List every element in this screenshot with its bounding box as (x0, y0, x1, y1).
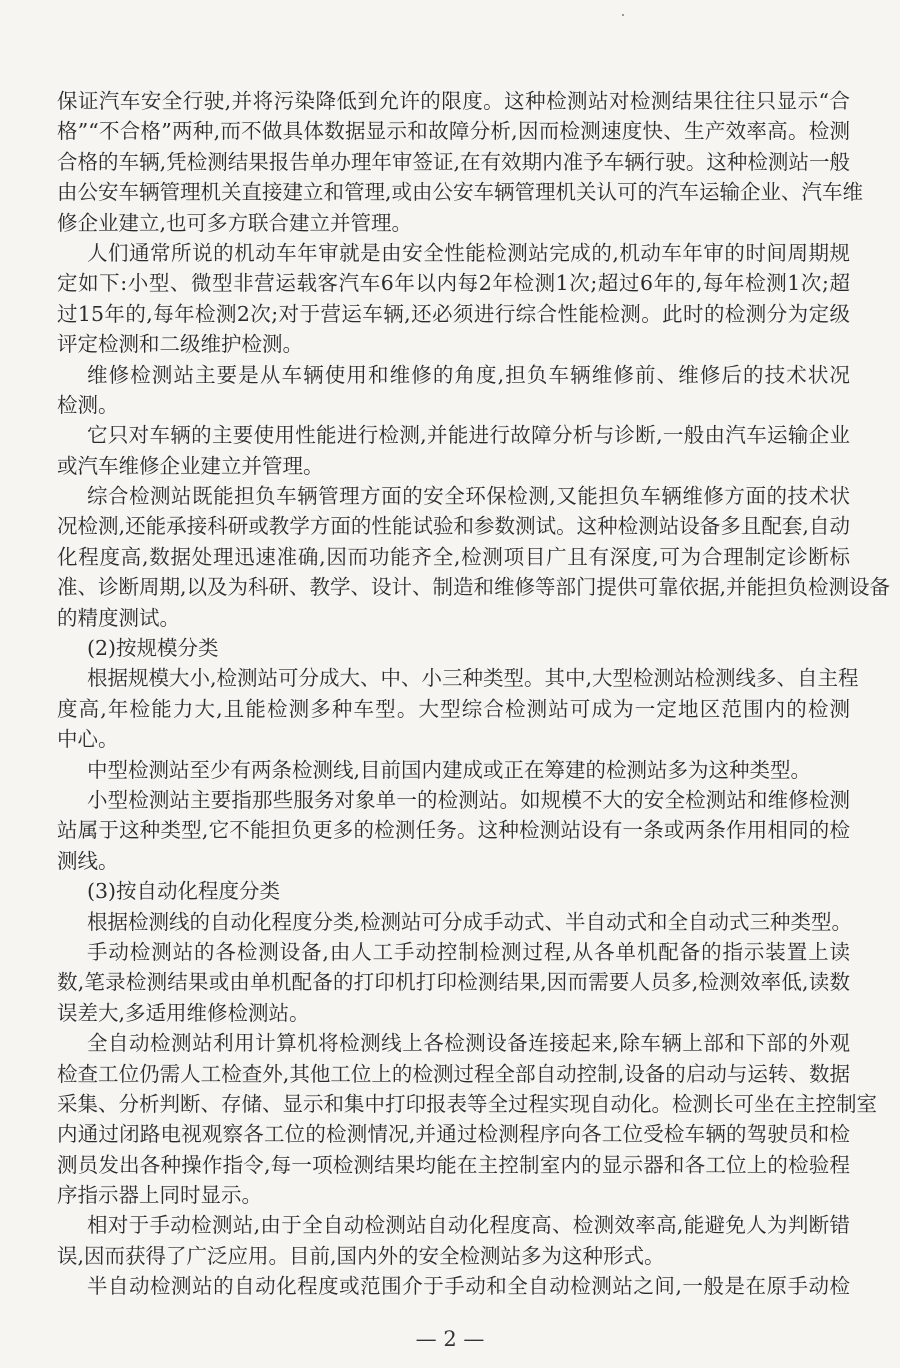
text-line: 由公安车辆管理机关直接建立和管理,或由公安车辆管理机关认可的汽车运输企业、汽车维 (57, 180, 864, 205)
paragraph (57, 86, 864, 238)
text-line: 定如下:小型、微型非营运载客汽车6年以内每2年检测1次;超过6年的,每年检测1次;超 (57, 271, 850, 296)
text-line: 站属于这种类型,它不能担负更多的检测任务。这种检测站设有一条或两条作用相同的检 (57, 818, 850, 843)
text-line: 合格的车辆,凭检测结果报告单办理年审签证,在有效期内准予车辆行驶。这种检测站一般 (57, 149, 850, 174)
text-line: 格”“不合格”两种,而不做具体数据显示和故障分析,因而检测速度快、生产效率高。检测 (57, 119, 850, 144)
paragraph (57, 1028, 877, 1210)
text-line: 的精度测试。 (57, 605, 180, 630)
text-line: 序指示器上同时显示。 (57, 1183, 262, 1208)
paragraph (57, 907, 853, 937)
text-line: 根据检测线的自动化程度分类,检测站可分成手动式、半自动式和全自动式三种类型。 (87, 909, 853, 934)
text-line: 测线。 (57, 848, 119, 873)
scan-speck (622, 14, 624, 16)
heading-text: (3)按自动化程度分类 (87, 879, 281, 904)
text-line: 评定检测和二级维护检测。 (57, 332, 303, 357)
text-line: 相对于手动检测站,由于全自动检测站自动化程度高、检测效率高,能避免人为判断错 (87, 1213, 850, 1238)
text-line: 手动检测站的各检测设备,由人工手动控制检测过程,从各单机配备的指示装置上读 (87, 939, 850, 964)
text-line: 中型检测站至少有两条检测线,目前国内建成或正在筹建的检测站多为这种类型。 (87, 757, 812, 782)
text-line: 小型检测站主要指那些服务对象单一的检测站。如规模不大的安全检测站和维修检测 (87, 787, 850, 812)
text-line: 修企业建立,也可多方联合建立并管理。 (57, 210, 413, 235)
text-line: 况检测,还能承接科研或教学方面的性能试验和参数测试。这种检测站设备多且配套,自动 (57, 514, 850, 539)
text-line: 根据规模大小,检测站可分成大、中、小三种类型。其中,大型检测站检测线多、自主程 (87, 666, 859, 691)
text-line: 检测。 (57, 392, 119, 417)
text-line: 内通过闭路电视观察各工位的检测情况,并通过检测程序向各工位受检车辆的驾驶员和检 (57, 1122, 850, 1147)
text-line: 保证汽车安全行驶,并将污染降低到允许的限度。这种检测站对检测结果往往只显示“合 (57, 89, 850, 113)
text-line: 采集、分析判断、存储、显示和集中打印报表等全过程实现自动化。检测长可坐在主控制室 (57, 1091, 877, 1116)
paragraph (57, 755, 850, 785)
paragraph (57, 937, 850, 1028)
paragraph (57, 1271, 850, 1301)
section-heading (57, 633, 850, 663)
text-line: 数,笔录检测结果或由单机配备的打印机打印检测结果,因而需要人员多,检测效率低,读数 (57, 970, 850, 995)
paragraph (57, 238, 850, 360)
text-line: 过15年的,每年检测2次;对于营运车辆,还必须进行综合性能检测。此时的检测分为定级 (57, 301, 850, 326)
text-line: 全自动检测站利用计算机将检测线上各检测设备连接起来,除车辆上部和下部的外观 (87, 1031, 850, 1056)
section-heading (57, 876, 850, 906)
paragraph (57, 785, 850, 876)
text-line: 人们通常所说的机动车年审就是由安全性能检测站完成的,机动车年审的时间周期规 (87, 240, 850, 265)
paragraph (57, 420, 850, 481)
paragraph (57, 481, 891, 633)
text-line: 检查工位仍需人工检查外,其他工位上的检测过程全部自动控制,设备的启动与运转、数据 (57, 1061, 850, 1086)
text-line: 中心。 (57, 727, 119, 752)
text-line: 维修检测站主要是从车辆使用和维修的角度,担负车辆维修前、维修后的技术状况 (87, 362, 850, 387)
text-line: 度高,年检能力大,且能检测多种车型。大型综合检测站可成为一定地区范围内的检测 (57, 696, 850, 721)
text-line: 测员发出各种操作指令,每一项检测结果均能在主控制室内的显示器和各工位上的检验程 (57, 1152, 850, 1177)
text-line: 或汽车维修企业建立并管理。 (57, 453, 324, 478)
text-line: 化程度高,数据处理迅速准确,因而功能齐全,检测项目广且有深度,可为合理制定诊断标 (57, 544, 850, 569)
page-body (57, 86, 891, 1302)
text-line: 半自动检测站的自动化程度或范围介于手动和全自动检测站之间,一般是在原手动检 (87, 1274, 850, 1299)
paragraph (57, 1210, 850, 1271)
text-line: 准、诊断周期,以及为科研、教学、设计、制造和维修等部门提供可靠依据,并能担负检测设备 (57, 575, 891, 600)
text-line: 综合检测站既能担负车辆管理方面的安全环保检测,又能担负车辆维修方面的技术状 (87, 484, 850, 509)
heading-text: (2)按规模分类 (87, 636, 219, 661)
page-number: — 2 — (415, 1327, 485, 1351)
text-line: 它只对车辆的主要使用性能进行检测,并能进行故障分析与诊断,一般由汽车运输企业 (87, 423, 850, 448)
text-line: 误差大,多适用维修检测站。 (57, 1000, 310, 1025)
paragraph (57, 663, 859, 754)
paragraph (57, 360, 850, 421)
text-line: 误,因而获得了广泛应用。目前,国内外的安全检测站多为这种形式。 (57, 1243, 665, 1268)
